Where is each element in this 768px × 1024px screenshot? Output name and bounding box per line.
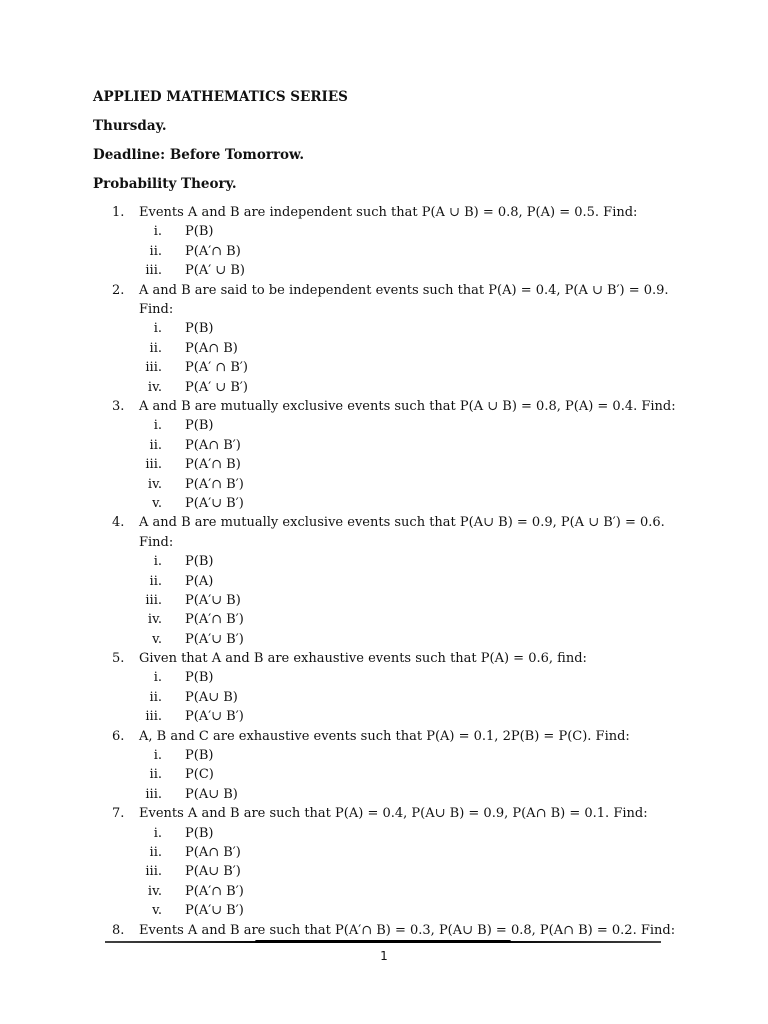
question-item [0, 804, 768, 920]
sub-question-label: ii. [149, 767, 162, 783]
sub-question [0, 630, 768, 649]
sub-question [0, 416, 768, 435]
sub-question-text: P(A′∪ B′) [185, 495, 244, 511]
question-number: 5. [112, 651, 125, 667]
sub-question-label: ii. [149, 243, 162, 259]
question-statement [0, 921, 768, 940]
sub-question-label: i. [153, 418, 162, 434]
question-list [0, 203, 768, 940]
question-item [0, 727, 768, 805]
sub-question [0, 901, 768, 920]
sub-question-label: iv. [147, 476, 162, 492]
sub-question-text: P(B) [185, 321, 214, 337]
sub-question [0, 319, 768, 338]
sub-question-label: i. [153, 321, 162, 337]
question-text: Events A and B are such that P(A) = 0.4, P(A∪ B) = 0.9, P(A∩ B) = 0.1. Find: [139, 806, 648, 822]
question-text: Events A and B are independent such that P(A ∪ B) = 0.8, P(A) = 0.5. Find: [139, 205, 638, 220]
question-item [0, 203, 768, 281]
sub-question-text: P(A′ ∩ B′) [185, 360, 248, 376]
sub-question [0, 746, 768, 765]
sub-question [0, 862, 768, 881]
sub-question-text: P(B) [185, 554, 214, 570]
sub-question [0, 882, 768, 901]
sub-question [0, 339, 768, 358]
sub-question-text: P(B) [185, 418, 214, 434]
sub-question [0, 475, 768, 494]
sub-question-label: ii. [149, 437, 162, 453]
sub-question-text: P(A′∪ B) [185, 592, 241, 608]
sub-question-text: P(A′∩ B) [185, 457, 241, 473]
sub-question-label: i. [153, 670, 162, 686]
sub-question-label: i. [153, 825, 162, 841]
sub-question-text: P(A′∩ B′) [185, 612, 244, 628]
question-text: A and B are mutually exclusive events such that P(A∪ B) = 0.9, P(A ∪ B′) = 0.6. Find: [139, 515, 665, 550]
sub-question-text: P(A′∪ B′) [185, 903, 244, 919]
question-text: Events A and B are such that P(A′∩ B) = 0.3, P(A∪ B) = 0.8, P(A∩ B) = 0.2. Find: [139, 922, 676, 938]
sub-question-text: P(A∪ B) [185, 689, 238, 705]
sub-question [0, 222, 768, 241]
sub-question-text: P(A′∩ B) [185, 243, 241, 259]
sub-question-label: iii. [145, 864, 162, 880]
sub-question-text: P(A) [185, 573, 214, 589]
sub-question [0, 261, 768, 280]
sub-question-label: v. [152, 631, 162, 647]
sub-question-label: iii. [145, 360, 162, 376]
sub-question-label: iv. [147, 612, 162, 628]
sub-question-label: i. [153, 748, 162, 764]
sub-question-label: ii. [149, 573, 162, 589]
sub-question-label: ii. [149, 845, 162, 861]
sub-question [0, 765, 768, 784]
sub-question-label: i. [153, 224, 162, 240]
sub-question [0, 378, 768, 397]
question-statement [0, 513, 768, 552]
sub-question-text: P(A′∩ B′) [185, 883, 244, 899]
question-number: 8. [112, 922, 125, 938]
sub-question [0, 824, 768, 843]
sub-question [0, 436, 768, 455]
question-number: 7. [112, 806, 125, 822]
question-statement [0, 804, 768, 823]
question-number: 6. [112, 728, 125, 744]
question-item [0, 281, 768, 397]
sub-question-label: iv. [147, 883, 162, 899]
question-statement [0, 203, 768, 222]
sub-question-text: P(A∪ B′) [185, 864, 241, 880]
sub-question-label: iii. [145, 592, 162, 608]
sub-question [0, 785, 768, 804]
footer-divider [105, 941, 661, 943]
deadline-label: Deadline: Before Tomorrow. [93, 147, 305, 163]
sub-question-text: P(A′ ∪ B) [185, 263, 245, 279]
sub-question-text: P(A′ ∪ B′) [185, 379, 248, 395]
sub-question-text: P(A∩ B′) [185, 437, 241, 453]
question-number: 3. [112, 398, 125, 414]
sub-question [0, 242, 768, 261]
sub-question-label: iii. [145, 457, 162, 473]
question-item [0, 921, 768, 940]
sub-question [0, 552, 768, 571]
sub-question [0, 591, 768, 610]
question-text: Given that A and B are exhaustive events such that P(A) = 0.6, find: [139, 651, 587, 667]
sub-question-label: iii. [145, 709, 162, 725]
sub-question-text: P(B) [185, 224, 214, 240]
sub-question-label: ii. [149, 340, 162, 356]
sub-question [0, 668, 768, 687]
sub-question-text: P(A′∪ B′) [185, 631, 244, 647]
question-item [0, 397, 768, 513]
sub-question [0, 843, 768, 862]
sub-question-text: P(B) [185, 825, 214, 841]
sub-question-label: v. [152, 495, 162, 511]
sub-question [0, 572, 768, 591]
question-number: 1. [112, 205, 125, 220]
sub-question-text: P(A∩ B′) [185, 845, 241, 861]
question-text: A and B are mutually exclusive events such that P(A ∪ B) = 0.8, P(A) = 0.4. Find: [139, 398, 676, 414]
question-statement [0, 281, 768, 320]
question-item [0, 513, 768, 649]
question-number: 2. [112, 282, 125, 298]
sub-question-label: iv. [147, 379, 162, 395]
topic-title: Probability Theory. [93, 176, 237, 192]
sub-question-label: iii. [145, 263, 162, 279]
question-item [0, 649, 768, 727]
question-statement [0, 649, 768, 668]
sub-question-text: P(A∪ B) [185, 786, 238, 802]
sub-question [0, 358, 768, 377]
sub-question [0, 494, 768, 513]
question-text: A, B and C are exhaustive events such that P(A) = 0.1, 2P(B) = P(C). Find: [139, 728, 630, 744]
series-title: APPLIED MATHEMATICS SERIES [93, 89, 348, 105]
question-number: 4. [112, 515, 125, 531]
sub-question-text: P(B) [185, 748, 214, 764]
page-number: 1 [380, 949, 388, 963]
sub-question-text: P(A∩ B) [185, 340, 238, 356]
question-text: A and B are said to be independent events such that P(A) = 0.4, P(A ∪ B′) = 0.9. Find: [139, 282, 669, 317]
sub-question [0, 610, 768, 629]
question-statement [0, 397, 768, 416]
sub-question-label: v. [152, 903, 162, 919]
sub-question-label: ii. [149, 689, 162, 705]
sub-question [0, 707, 768, 726]
sub-question-label: i. [153, 554, 162, 570]
sub-question-label: iii. [145, 786, 162, 802]
sub-question-text: P(C) [185, 767, 214, 783]
sub-question-text: P(A′∩ B′) [185, 476, 244, 492]
sub-question-text: P(A′∪ B′) [185, 709, 244, 725]
sub-question-text: P(B) [185, 670, 214, 686]
sub-question [0, 688, 768, 707]
sub-question [0, 455, 768, 474]
day-label: Thursday. [93, 118, 167, 134]
question-statement [0, 727, 768, 746]
